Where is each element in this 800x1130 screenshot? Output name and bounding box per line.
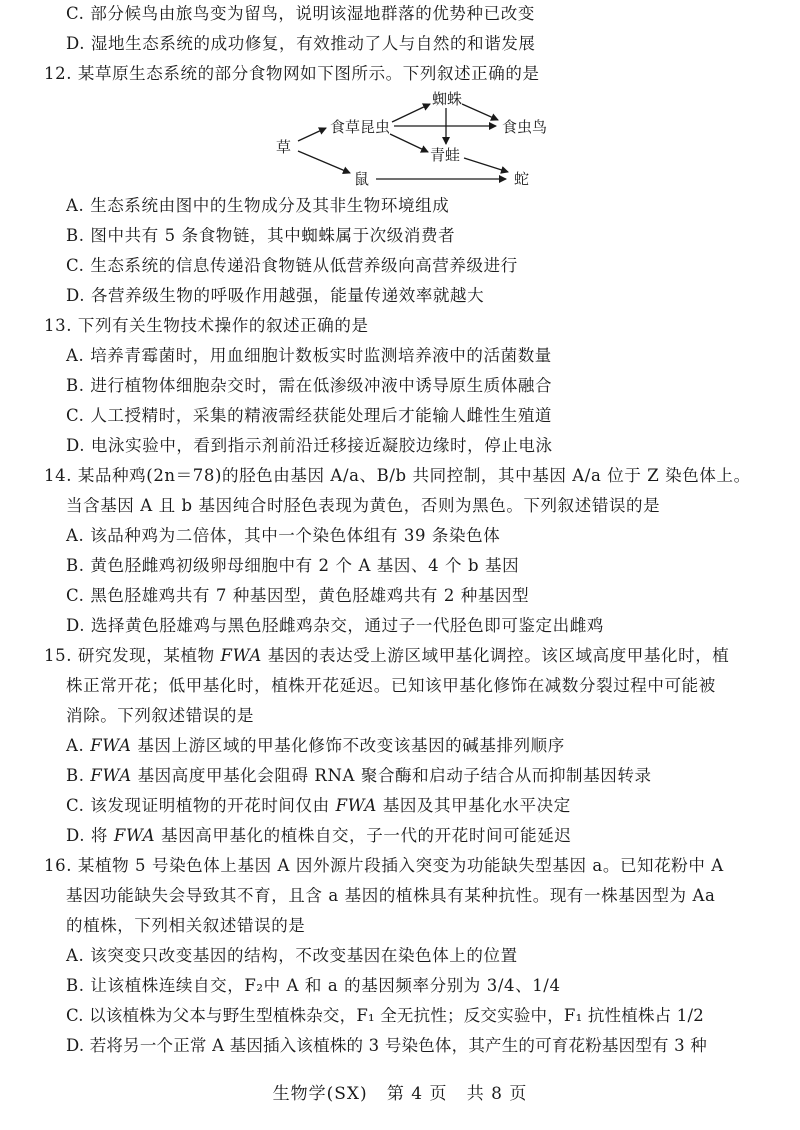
node-spider: 蜘蛛: [432, 90, 463, 108]
q15-stem-line1: [44, 644, 729, 668]
q13-option-b: B. 进行植物体细胞杂交时，需在低渗级冲液中诱导原生质体融合: [66, 376, 553, 395]
q15-stem-text-b: 基因的表达受上游区域甲基化调控。该区域高度甲基化时，植: [261, 646, 730, 665]
q14-stem-line2: 当含基因 A 且 b 基因纯合时胫色表现为黄色，否则为黑色。下列叙述错误的是: [66, 496, 661, 515]
gene-name: FWA: [113, 826, 156, 845]
food-web-diagram: [270, 86, 580, 190]
q15-option-a: [66, 734, 565, 758]
q15-d-prefix: D. 将: [66, 826, 114, 845]
arrow-grass-mouse: [298, 151, 350, 173]
gene-name: FWA: [90, 736, 132, 755]
q12-option-d: D. 各营养级生物的呼吸作用越强，能量传递效率就越大: [66, 286, 485, 305]
node-snake: 蛇: [514, 170, 530, 188]
q16-stem-line3: 的植株，下列相关叙述错误的是: [66, 916, 306, 935]
q15-option-b: [66, 764, 652, 788]
q14-option-b: B. 黄色胫雌鸡初级卵母细胞中有 2 个 A 基因、4 个 b 基因: [66, 556, 520, 575]
q14-option-c: C. 黑色胫雄鸡共有 7 种基因型，黄色胫雄鸡共有 2 种基因型: [66, 586, 530, 605]
q15-option-d: [66, 824, 571, 848]
q13-option-d: D. 电泳实验中，看到指示剂前沿迁移接近凝胶边缘时，停止电泳: [66, 436, 553, 455]
q11-option-c: C. 部分候鸟由旅鸟变为留鸟，说明该湿地群落的优势种已改变: [66, 4, 535, 23]
node-grass: 草: [276, 138, 292, 156]
q14-option-d: D. 选择黄色胫雄鸡与黑色胫雌鸡杂交，通过子一代胫色即可鉴定出雌鸡: [66, 616, 604, 635]
arrow-spider-bird: [462, 104, 498, 120]
q15-c-text: 基因及其甲基化水平决定: [376, 796, 571, 815]
q15-c-prefix: C. 该发现证明植物的开花时间仅由: [66, 796, 336, 815]
q15-b-prefix: B.: [66, 766, 91, 785]
q15-a-prefix: A.: [66, 736, 91, 755]
q12-stem: 12. 某草原生态系统的部分食物网如下图所示。下列叙述正确的是: [44, 64, 540, 83]
q15-stem-text-a: 15. 研究发现，某植物: [44, 646, 221, 665]
arrow-insect-spider: [392, 104, 430, 122]
node-bird: 食虫鸟: [502, 118, 548, 136]
arrow-grass-insect: [298, 128, 326, 141]
q16-option-a: A. 该突变只改变基因的结构，不改变基因在染色体上的位置: [66, 946, 518, 965]
q15-a-text: 基因上游区域的甲基化修饰不改变该基因的碱基排列顺序: [131, 736, 565, 755]
q12-option-b: B. 图中共有 5 条食物链，其中蜘蛛属于次级消费者: [66, 226, 456, 245]
q16-stem-line1: 16. 某植物 5 号染色体上基因 A 因外源片段插入突变为功能缺失型基因 a。已知花粉中 A: [44, 856, 724, 875]
page-footer: 生物学(SX) 第 4 页 共 8 页: [272, 1084, 528, 1104]
node-frog: 青蛙: [430, 146, 461, 164]
gene-name: FWA: [90, 766, 132, 785]
q16-option-d: D. 若将另一个正常 A 基因插入该植株的 3 号染色体，其产生的可育花粉基因型有 3 种: [66, 1036, 708, 1055]
q16-option-c: C. 以该植株为父本与野生型植株杂交，F₁ 全无抗性；反交实验中，F₁ 抗性植株占 1/2: [66, 1006, 704, 1025]
q16-option-b: B. 让该植株连续自交，F₂中 A 和 a 的基因频率分别为 3/4、1/4: [66, 976, 561, 995]
q15-option-c: [66, 794, 571, 818]
q13-stem: 13. 下列有关生物技术操作的叙述正确的是: [44, 316, 369, 335]
q12-option-c: C. 生态系统的信息传递沿食物链从低营养级向高营养级进行: [66, 256, 518, 275]
q15-stem-line2: 株正常开花；低甲基化时，植株开花延迟。已知该甲基化修饰在减数分裂过程中可能被: [66, 676, 716, 695]
arrow-frog-snake: [464, 158, 508, 172]
arrow-insect-frog: [390, 134, 428, 152]
q13-option-c: C. 人工授精时，采集的精液需经获能处理后才能输人雌性生殖道: [66, 406, 553, 425]
q14-option-a: A. 该品种鸡为二倍体，其中一个染色体组有 39 条染色体: [66, 526, 501, 545]
q11-option-d: D. 湿地生态系统的成功修复，有效推动了人与自然的和谐发展: [66, 34, 536, 53]
q14-stem-line1: 14. 某品种鸡(2n＝78)的胫色由基因 A/a、B/b 共同控制，其中基因 A/a 位于 Z 染色体上。: [44, 466, 751, 485]
q16-stem-line2: 基因功能缺失会导致其不育，且含 a 基因的植株具有某种抗性。现有一株基因型为 Aa: [66, 886, 716, 905]
node-mouse: 鼠: [354, 170, 370, 188]
q15-b-text: 基因高度甲基化会阻碍 RNA 聚合酶和启动子结合从而抑制基因转录: [131, 766, 652, 785]
q15-d-text: 基因高甲基化的植株自交，子一代的开花时间可能延迟: [155, 826, 572, 845]
q12-option-a: A. 生态系统由图中的生物成分及其非生物环境组成: [66, 196, 450, 215]
q13-option-a: A. 培养青霉菌时，用血细胞计数板实时监测培养液中的活菌数量: [66, 346, 552, 365]
gene-name: FWA: [335, 796, 377, 815]
q15-stem-line3: 消除。下列叙述错误的是: [66, 706, 255, 725]
gene-name: FWA: [220, 646, 262, 665]
node-insect: 食草昆虫: [330, 118, 391, 136]
